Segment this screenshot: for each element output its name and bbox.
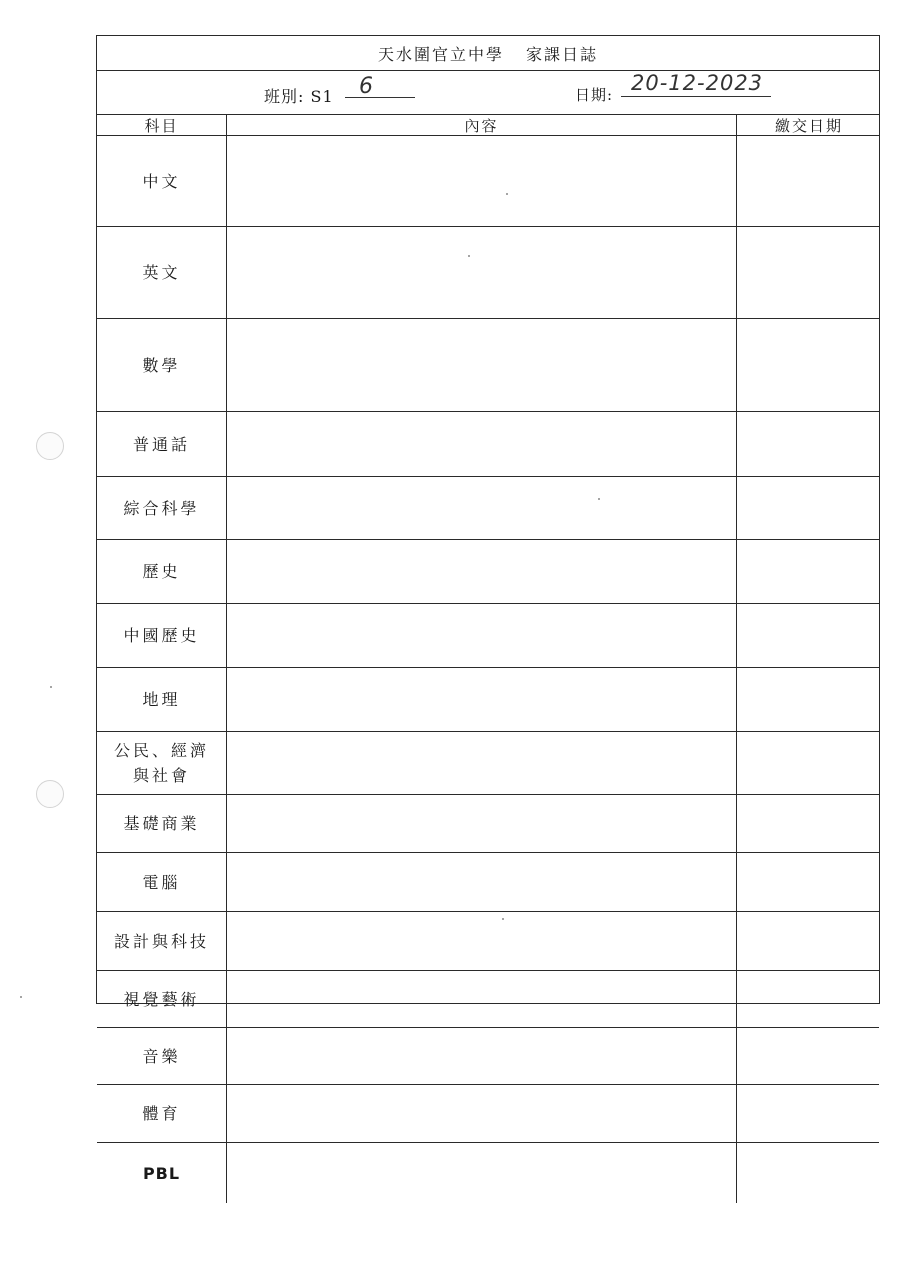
- content-cell[interactable]: [227, 853, 737, 911]
- punch-hole-bottom: [36, 780, 64, 808]
- document-title: 家課日誌: [526, 44, 599, 64]
- table-row: [97, 1085, 879, 1143]
- subject-name: 地理: [97, 668, 227, 731]
- content-cell[interactable]: [227, 971, 737, 1027]
- due-date-cell[interactable]: [737, 971, 881, 1027]
- due-date-cell[interactable]: [737, 604, 881, 667]
- subject-name: 電腦: [97, 853, 227, 911]
- subject-name: 基礎商業: [97, 795, 227, 852]
- due-date-cell[interactable]: [737, 1143, 881, 1203]
- scan-speck: [502, 918, 504, 920]
- content-cell[interactable]: [227, 1143, 737, 1203]
- subject-name: 歷史: [97, 540, 227, 603]
- info-row: [97, 71, 879, 115]
- content-cell[interactable]: [227, 136, 737, 226]
- scan-speck: [468, 255, 470, 257]
- subject-name: 中國歷史: [97, 604, 227, 667]
- content-cell[interactable]: [227, 412, 737, 476]
- homework-diary-sheet: [96, 35, 880, 1183]
- table-row: [97, 853, 879, 912]
- subject-name: PBL: [97, 1143, 227, 1203]
- due-date-cell[interactable]: [737, 912, 881, 970]
- header-subject: 科目: [97, 115, 227, 135]
- table-row: [97, 477, 879, 540]
- due-date-cell[interactable]: [737, 540, 881, 603]
- content-cell[interactable]: [227, 668, 737, 731]
- subject-name: 數學: [97, 319, 227, 411]
- content-cell[interactable]: [227, 732, 737, 794]
- scan-speck: [50, 686, 52, 688]
- table-row: [97, 604, 879, 668]
- due-date-cell[interactable]: [737, 136, 881, 226]
- table-row: [97, 795, 879, 853]
- content-cell[interactable]: [227, 540, 737, 603]
- due-date-cell[interactable]: [737, 319, 881, 411]
- subject-name-line2: 與社會: [132, 766, 190, 785]
- subject-name: [97, 732, 227, 794]
- subject-name: 視覺藝術: [97, 971, 227, 1027]
- school-name: 天水圍官立中學: [377, 44, 504, 64]
- due-date-cell[interactable]: [737, 732, 881, 794]
- content-cell[interactable]: [227, 604, 737, 667]
- due-date-cell[interactable]: [737, 477, 881, 539]
- class-label: 班別: S1: [264, 87, 334, 106]
- subject-name: 綜合科學: [97, 477, 227, 539]
- subject-name: 普通話: [97, 412, 227, 476]
- table-row: [97, 412, 879, 477]
- content-cell[interactable]: [227, 1028, 737, 1084]
- content-cell[interactable]: [227, 227, 737, 318]
- subject-name: 設計與科技: [97, 912, 227, 970]
- table-row: [97, 668, 879, 732]
- date-field[interactable]: 20-12-2023: [621, 71, 771, 97]
- due-date-cell[interactable]: [737, 1028, 881, 1084]
- due-date-cell[interactable]: [737, 668, 881, 731]
- scan-speck: [506, 193, 508, 195]
- content-cell[interactable]: [227, 795, 737, 852]
- header-due-date: 繳交日期: [774, 116, 843, 135]
- scan-speck: [20, 996, 22, 998]
- table-row: [97, 1143, 879, 1203]
- subject-name: 中文: [97, 136, 227, 226]
- table-row: [97, 912, 879, 971]
- subject-name: 體育: [97, 1085, 227, 1142]
- content-cell[interactable]: [227, 319, 737, 411]
- subject-name-line1: 公民、經濟: [113, 741, 209, 760]
- table-header: [97, 115, 879, 136]
- table-row: [97, 1028, 879, 1085]
- table-row: [97, 319, 879, 412]
- due-date-cell[interactable]: [737, 795, 881, 852]
- form-title: [97, 36, 879, 71]
- table-row: [97, 971, 879, 1028]
- content-cell[interactable]: [227, 477, 737, 539]
- content-cell[interactable]: [227, 1085, 737, 1142]
- table-row: [97, 136, 879, 227]
- due-date-cell[interactable]: [737, 227, 881, 318]
- class-field[interactable]: 6: [345, 74, 415, 98]
- due-date-cell[interactable]: [737, 412, 881, 476]
- due-date-cell[interactable]: [737, 1085, 881, 1142]
- table-row: [97, 227, 879, 319]
- header-content: 內容: [227, 115, 737, 135]
- punch-hole-top: [36, 432, 64, 460]
- table-row: [97, 732, 879, 795]
- subject-name: 音樂: [97, 1028, 227, 1084]
- content-cell[interactable]: [227, 912, 737, 970]
- date-label: 日期:: [575, 86, 614, 104]
- scan-speck: [598, 498, 600, 500]
- due-date-cell[interactable]: [737, 853, 881, 911]
- subject-name: 英文: [97, 227, 227, 318]
- table-row: [97, 540, 879, 604]
